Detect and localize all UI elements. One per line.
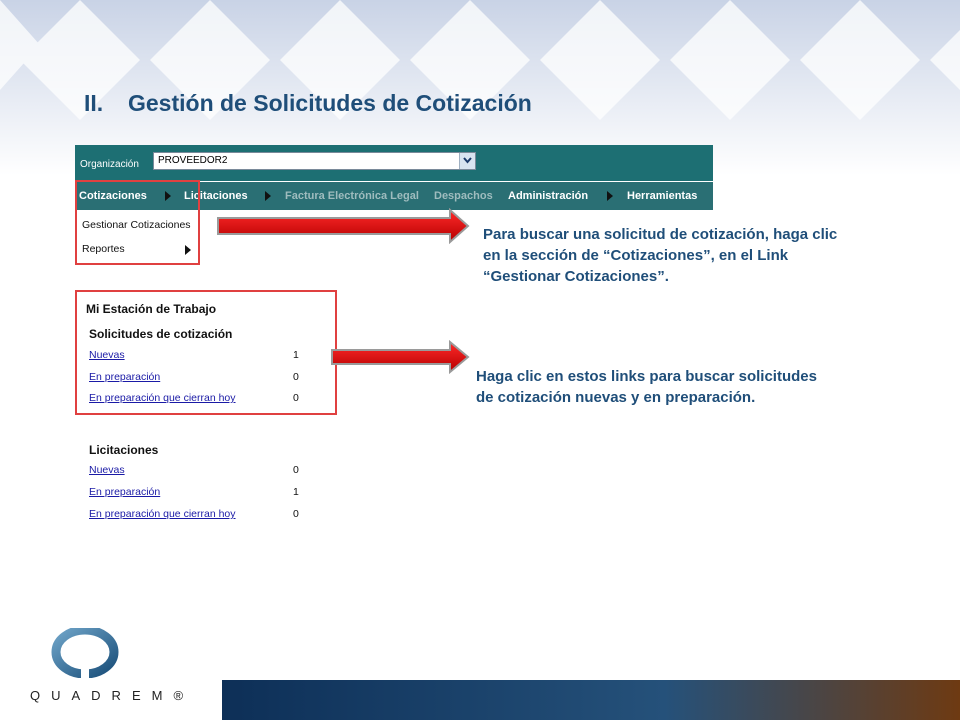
- solicitudes-cierran-hoy-count: 0: [293, 392, 299, 404]
- menu-herramientas[interactable]: Herramientas: [627, 190, 698, 202]
- workstation-title: Mi Estación de Trabajo: [86, 302, 217, 316]
- slide-title: [84, 90, 532, 117]
- menu-factura[interactable]: Factura Electrónica Legal: [285, 190, 419, 202]
- organization-value: PROVEEDOR2: [158, 155, 228, 166]
- highlight-box-menu: [75, 180, 200, 265]
- licitaciones-preparacion-link[interactable]: En preparación: [89, 486, 161, 498]
- title-number: II.: [84, 90, 104, 116]
- menu-administracion[interactable]: Administración: [508, 190, 589, 202]
- gestionar-cotizaciones-item[interactable]: Gestionar Cotizaciones: [82, 219, 191, 231]
- chevron-down-icon[interactable]: [459, 153, 475, 169]
- licitaciones-cierran-hoy-link[interactable]: En preparación que cierran hoy: [89, 508, 236, 520]
- pointer-arrow-icon: [216, 208, 470, 244]
- menu-despachos[interactable]: Despachos: [434, 190, 493, 202]
- organization-bar: [75, 145, 713, 181]
- title-text: Gestión de Solicitudes de Cotización: [128, 90, 532, 116]
- solicitudes-preparacion-count: 0: [293, 371, 299, 383]
- reportes-item[interactable]: Reportes: [82, 243, 125, 255]
- solicitudes-nuevas-count: 1: [293, 349, 299, 361]
- quadrem-logo-icon: [30, 628, 140, 678]
- licitaciones-nuevas-count: 0: [293, 464, 299, 476]
- licitaciones-preparacion-count: 1: [293, 486, 299, 498]
- licitaciones-nuevas-link[interactable]: Nuevas: [89, 464, 125, 476]
- bottom-gradient-band: [222, 680, 960, 720]
- menu-arrow-icon: [607, 191, 613, 201]
- pointer-arrow-icon: [330, 340, 470, 374]
- solicitudes-cierran-hoy-link[interactable]: En preparación que cierran hoy: [89, 392, 236, 404]
- menu-cotizaciones[interactable]: Cotizaciones: [79, 190, 147, 202]
- licitaciones-cierran-hoy-count: 0: [293, 508, 299, 520]
- licitaciones-title: Licitaciones: [89, 443, 159, 457]
- solicitudes-title: Solicitudes de cotización: [89, 327, 233, 341]
- solicitudes-preparacion-link[interactable]: En preparación: [89, 371, 161, 383]
- instruction-note-2: Haga clic en estos links para buscar solicitudes de cotización nuevas y en preparación.: [476, 368, 817, 406]
- organization-select[interactable]: [153, 152, 476, 170]
- quadrem-logo-text: QUADREM®: [30, 688, 195, 703]
- menu-licitaciones[interactable]: Licitaciones: [184, 190, 248, 202]
- organization-label: Organización: [80, 159, 139, 170]
- instruction-note-1: Para buscar una solicitud de cotización, haga clic en la sección de “Cotizaciones”, en el Link “Gestionar Cotizaciones”.: [483, 226, 838, 285]
- solicitudes-nuevas-link[interactable]: Nuevas: [89, 349, 125, 361]
- menu-arrow-icon: [265, 191, 271, 201]
